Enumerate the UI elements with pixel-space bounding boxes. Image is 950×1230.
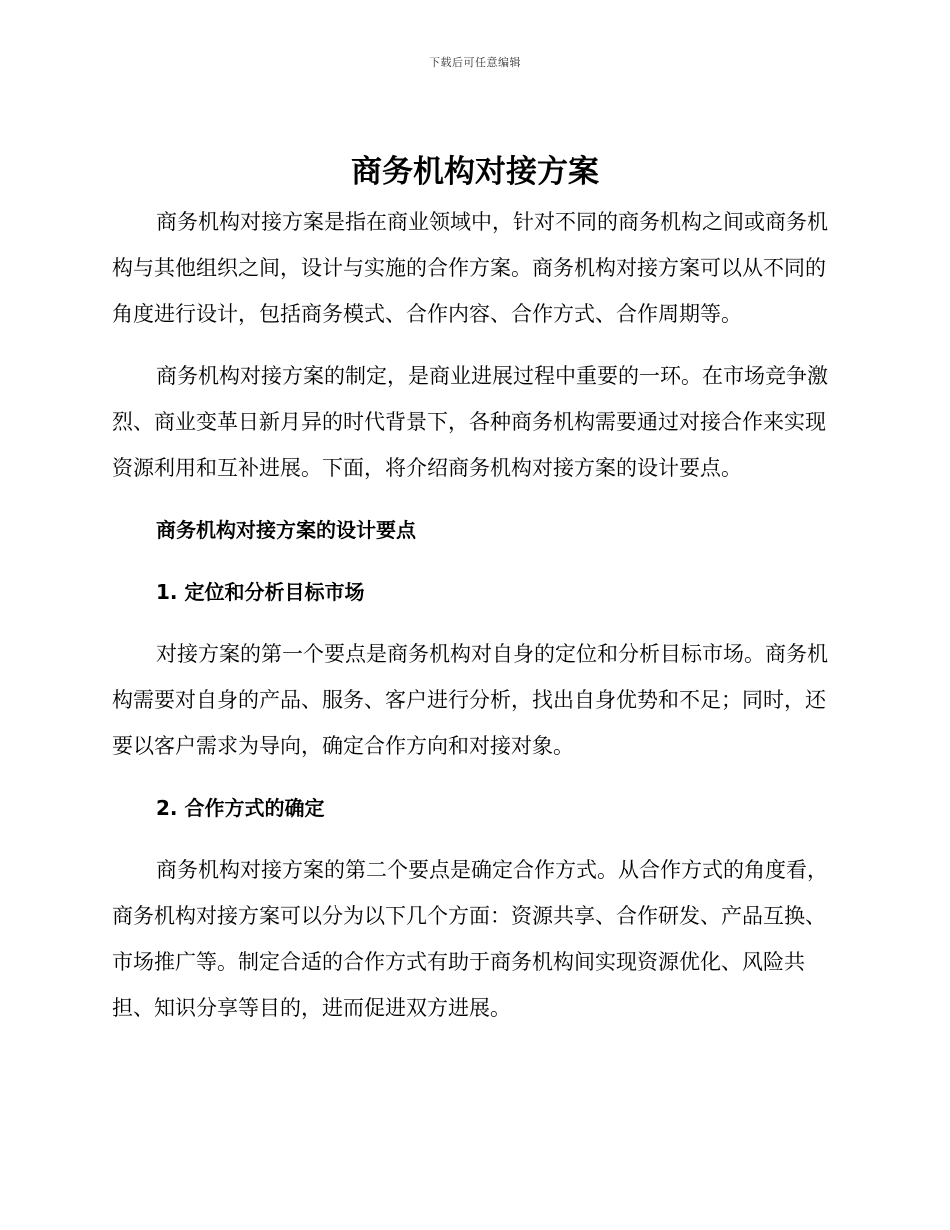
header-note: 下载后可任意编辑 — [429, 56, 521, 69]
document-title: 商务机构对接方案 — [351, 154, 599, 190]
point-1-heading: 1. 定位和分析目标市场 — [156, 580, 365, 604]
section-heading: 商务机构对接方案的设计要点 — [156, 518, 416, 542]
point-2-paragraph: 商务机构对接方案的第二个要点是确定合作方式。从合作方式的角度看，商务机构对接方案可以分为以下几个方面：资源共享、合作研发、产品互换、市场推广等。制定合适的合作方式有助于商务机构间实现资源优化、风险共担、知识分享等目的，进而促进双方进展。 — [112, 858, 828, 1020]
intro-paragraph: 商务机构对接方案是指在商业领域中，针对不同的商务机构之间或商务机构与其他组织之间，设计与实施的合作方案。商务机构对接方案可以从不同的角度进行设计，包括商务模式、合作内容、合作方式、合作周期等。 — [112, 210, 828, 326]
point-1-paragraph: 对接方案的第一个要点是商务机构对自身的定位和分析目标市场。商务机构需要对自身的产品、服务、客户进行分析，找出自身优势和不足；同时，还要以客户需求为导向，确定合作方向和对接对象。 — [112, 642, 828, 758]
point-2-heading: 2. 合作方式的确定 — [156, 796, 325, 820]
document-body — [112, 199, 832, 1047]
context-paragraph: 商务机构对接方案的制定，是商业进展过程中重要的一环。在市场竞争激烈、商业变革日新月异的时代背景下，各种商务机构需要通过对接合作来实现资源利用和互补进展。下面，将介绍商务机构对接方案的设计要点。 — [112, 364, 828, 480]
